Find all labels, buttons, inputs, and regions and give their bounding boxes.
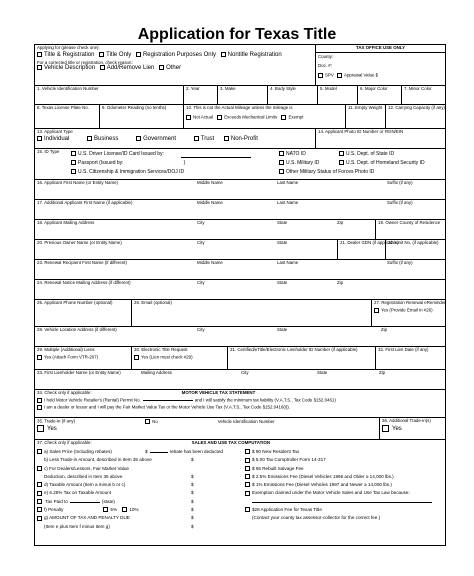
additional-suffix-field[interactable]: Suffix (if any) (387, 200, 413, 205)
renewal-address-row (35, 279, 445, 300)
business-checkbox[interactable] (87, 136, 92, 141)
renewal-state-field[interactable]: State (277, 280, 288, 285)
additional-applicant-row (35, 199, 445, 220)
driver-license-checkbox[interactable] (71, 151, 76, 156)
additional-trade-in-section: 36. Additional Trade-in(s) Yes (379, 418, 445, 440)
passport-checkbox[interactable] (71, 160, 76, 165)
renewal-address-field[interactable]: 24. Renewal Notice Mailing Address (if different) (37, 280, 131, 285)
minor-color-field[interactable]: 7. Minor Color (401, 86, 445, 105)
trade-in-row (35, 417, 445, 440)
spv-label: SPV (325, 72, 334, 78)
ereminder-section: 27. Registration Renewal eReminder Yes (Provide Email in #26) (371, 300, 445, 327)
trust-checkbox[interactable] (194, 136, 199, 141)
applicant-name-row (35, 179, 445, 200)
retailer-permit-checkbox[interactable] (37, 398, 42, 403)
application-fee-checkbox[interactable] (245, 507, 250, 512)
sales-price-checkbox[interactable] (37, 449, 42, 454)
lienholder-row (35, 369, 445, 390)
first-lien-date-field[interactable]: 32. First Lien Date (if any) (375, 347, 445, 370)
appraisal-checkbox[interactable] (337, 73, 342, 78)
applicant-type-row (35, 128, 445, 149)
additional-middle-name-field[interactable]: Middle Name (197, 200, 223, 205)
renewal-recipient-row (35, 259, 445, 280)
id-type-label: 15. ID Type (37, 149, 60, 154)
other-reason-checkbox[interactable] (159, 65, 164, 70)
tax-office-section (315, 45, 445, 85)
mailing-zip-field[interactable]: Zip (337, 220, 344, 225)
nato-id-checkbox[interactable] (279, 151, 284, 156)
individual-checkbox[interactable] (37, 136, 42, 141)
carrying-capacity-field[interactable]: 12. Carrying Capacity (if any) (385, 105, 445, 129)
additional-trade-in-yes-checkbox[interactable] (382, 425, 389, 432)
lienholder-name-field[interactable]: 33. First Lienholder Name (or Entity Name) (37, 370, 121, 375)
comptroller-form-checkbox[interactable] (245, 458, 250, 463)
emissions-fee-old-checkbox[interactable] (245, 474, 250, 479)
applicant-type-section: 13. Applicant Type Individual Business Government Trust Non-Profit (37, 129, 258, 142)
trade-in-yes-checkbox[interactable] (37, 425, 44, 432)
additional-last-name-field[interactable]: Last Name (277, 200, 299, 205)
vehicle-description-checkbox[interactable] (37, 65, 42, 70)
exemption-checkbox[interactable] (245, 491, 250, 496)
tax-statement-row (35, 389, 445, 418)
county-residence-field[interactable]: 19. Owner County of Residence (375, 220, 445, 240)
fair-market-checkbox[interactable] (37, 466, 42, 471)
vehicle-location-state-field[interactable]: State (277, 327, 288, 332)
amount-due-checkbox[interactable] (37, 516, 42, 521)
empty-weight-field[interactable]: 11. Empty Weight (345, 105, 385, 129)
applicant-last-name-field[interactable]: Last Name (277, 180, 299, 185)
title-only-checkbox[interactable] (99, 52, 104, 57)
ereminder-checkbox[interactable] (374, 308, 379, 313)
nontitle-registration-label: Nontitle Registration (227, 51, 282, 58)
body-style-field[interactable]: 4. Body Style (267, 86, 317, 105)
dealer-lessor-checkbox[interactable] (37, 405, 42, 410)
previous-owner-city-field[interactable]: City (197, 240, 205, 245)
previous-owner-row (35, 239, 445, 260)
liens-row (35, 346, 445, 370)
additional-first-name-field[interactable]: 17. Additional Applicant First Name (if applicable) (37, 200, 133, 205)
lienholder-address-field[interactable]: Mailing Address (141, 370, 172, 375)
lienholder-zip-field[interactable]: Zip (379, 370, 386, 375)
corrected-label: For a corrected title or registration, check reason: (37, 59, 133, 65)
applicant-suffix-field[interactable]: Suffix (if any) (387, 180, 413, 185)
vehicle-location-zip-field[interactable]: Zip (381, 327, 388, 332)
mileage-brand-section: 10. This is not the Actual Mileage unless the mileage is Not Actual Exceeds Mechanical Limits Exempt (183, 105, 345, 129)
tax-on-amount-checkbox[interactable] (37, 491, 42, 496)
tax-statement-section: 34. Check only if applicable: MOTOR VEHICLE TAX STATEMENT I hold Motor Vehicle Retailer's (Rental) Permit No. and I will satisfy the minimum tax liability (V.A.T.S., Tax Code §152.0461) I am a dealer or lessor and I will pay the Fair Market Value Tax or the Motor Vehicle Use Tax (V.A.T.S., Tax Code §152.0416(i)). (37, 390, 336, 410)
renewal-first-name-field[interactable]: 23. Renewal Recipient First Name (if different) (37, 260, 127, 265)
government-checkbox[interactable] (136, 136, 141, 141)
make-field[interactable]: 3. Make (217, 86, 267, 105)
form-title: Application for Texas Title (137, 26, 337, 43)
mailing-address-field[interactable]: 18. Applicant Mailing Address (37, 220, 95, 225)
photo-id-field[interactable]: 14. Applicant Photo ID Number or FEIN/EIN (315, 129, 445, 149)
penalty-5-checkbox[interactable] (103, 507, 108, 512)
title-application-form (34, 44, 446, 546)
penalty-10-checkbox[interactable] (122, 507, 127, 512)
tax-paid-checkbox[interactable] (37, 499, 42, 504)
appraisal-label: Appraisal Value $ (344, 72, 379, 78)
military-id-checkbox[interactable] (279, 160, 284, 165)
applicant-middle-name-field[interactable]: Middle Name (197, 180, 223, 185)
taxable-amount-checkbox[interactable] (37, 482, 42, 487)
military-forces-id-checkbox[interactable] (279, 169, 284, 174)
multiple-liens-section: 29. Multiple (Additional) Liens Yes (Attach Form VTR-267) (37, 347, 99, 360)
applying-section (35, 45, 315, 85)
lienholder-id-field[interactable]: 31. Certified/eTitle/Electronic Lienholder ID Number (if applicable) (227, 347, 375, 370)
renewal-city-field[interactable]: City (197, 280, 205, 285)
title-registration-label: Title & Registration (44, 51, 95, 58)
electronic-title-checkbox[interactable] (134, 355, 139, 360)
homeland-security-id-checkbox[interactable] (339, 160, 344, 165)
previous-owner-field[interactable]: 20. Previous Owner Name (or Entity Name) (37, 240, 122, 245)
plate-field[interactable]: 8. Texas License Plate No. (37, 105, 89, 110)
doc-label: Doc. #: (318, 63, 332, 69)
vehicle-row (35, 85, 445, 105)
uscis-checkbox[interactable] (71, 169, 76, 174)
renewal-last-name-field[interactable]: Last Name (277, 260, 299, 265)
applying-label: Applying for (please check one): (37, 45, 100, 50)
vehicle-location-city-field[interactable]: City (197, 327, 205, 332)
odometer-field[interactable]: 9. Odometer Reading (no tenths) (99, 105, 183, 129)
mailing-state-field[interactable]: State (277, 220, 288, 225)
registration-purposes-label: Registration Purposes Only (142, 51, 216, 58)
sales-tax-section: 37. Check only if applicable: SALES AND USE TAX COMPUTATION a) Sales Price (Including rebates) $ rebate has been deducted b) Less Trade-in Amount, described in Item 35 above $ c) For Dealers/Lessors, Fair Market Value Deduction, described in Item 35 above $ d) Taxable Amount (Item a minus b or c) $ e) 6.25% Tax on Taxable Amount $ Tax Paid to (state) $ f) Penalty 5% 10% $ g) AMOUNT OF TAX AND PENALTY DUE $ (Item e plus Item f minus Item g) $ $ 90 New Resident Tax $ 5.00 Tax Comptroller Form 14-317 $ 65 Rebuilt Salvage Fee $ 2.5% Emissions Fee (Diesel Vehicles 1996 and Older ≥ 14,000 lbs.) $ 1% Emissions Fee (Diesel Vehicles 1997 and Newer ≥ 14,000 lbs.) Exemption claimed under the Motor Vehicle Sales and Use Tax Law because: $28 Application Fee for Texas Title (Contact your county tax assessor-collector for the correct fee.) (35, 440, 445, 546)
tax-statement-heading: MOTOR VEHICLE TAX STATEMENT (181, 390, 256, 395)
registration-purposes-checkbox[interactable] (136, 52, 141, 57)
renewal-suffix-field[interactable]: Suffix (if any) (387, 260, 413, 265)
other-reason-label: Other (166, 65, 182, 72)
year-field[interactable]: 2. Year (183, 86, 217, 105)
non-profit-checkbox[interactable] (224, 136, 229, 141)
mailing-address-row (35, 219, 445, 240)
trade-in-no-checkbox[interactable] (145, 419, 150, 424)
unit-no-field[interactable]: 22. Unit No. (if applicable) (385, 240, 445, 260)
county-label: County: (318, 53, 334, 59)
exceeds-limits-checkbox[interactable] (217, 115, 222, 120)
rebuilt-salvage-checkbox[interactable] (245, 466, 250, 471)
penalty-checkbox[interactable] (37, 507, 42, 512)
applicant-first-name-field[interactable]: 16. Applicant First Name (or Entity Name) (37, 180, 119, 185)
title-registration-checkbox[interactable] (37, 52, 42, 57)
plate-row (35, 104, 445, 129)
multiple-liens-checkbox[interactable] (37, 355, 42, 360)
mailing-city-field[interactable]: City (197, 220, 205, 225)
mileage-brand-label: 10. This is not the Actual Mileage unless the mileage is (186, 105, 293, 110)
applying-row (35, 45, 445, 85)
phone-field[interactable]: 25. Applicant Phone Number (optional) (37, 300, 113, 305)
vehicle-description-label: Vehicle Description (44, 65, 96, 72)
sales-tax-heading: SALES AND USE TAX COMPUTATION (191, 440, 271, 445)
sales-tax-row (35, 439, 445, 546)
contact-row (35, 299, 445, 327)
model-field[interactable]: 5. Model (317, 86, 357, 105)
lienholder-state-field[interactable]: State (317, 370, 328, 375)
new-resident-tax-checkbox[interactable] (245, 449, 250, 454)
exempt-checkbox[interactable] (281, 115, 286, 120)
tax-office-header: TAX OFFICE USE ONLY (316, 45, 445, 53)
nontitle-registration-checkbox[interactable] (221, 52, 226, 57)
spv-checkbox[interactable] (318, 73, 323, 78)
vehicle-location-row (35, 326, 445, 347)
electronic-title-section: 30. Electronic Title Request Yes (Lien must check #29) (131, 347, 227, 370)
add-remove-lien-checkbox[interactable] (100, 65, 105, 70)
id-type-section: 15. ID Type U.S. Driver License/ID Card Issued by: Passport (Issued by: ) U.S. Citizenship & Immigration Services/DOJ ID NATO ID U.S. Dept. of State ID U.S. Military ID U.S. Dept. of Homeland Security ID Other Military Status of Forces Photo ID (37, 149, 425, 175)
state-dept-id-checkbox[interactable] (339, 151, 344, 156)
renewal-middle-name-field[interactable]: Middle Name (197, 260, 223, 265)
vehicle-location-field[interactable]: 28. Vehicle Location Address (if different) (37, 327, 117, 332)
vin-field[interactable]: 1. Vehicle Identification Number (37, 86, 99, 91)
previous-owner-state-field[interactable]: State (277, 240, 288, 245)
trade-in-section: 35. Trade-in (if any) No Vehicle Identification Number Yes (37, 418, 275, 433)
emissions-fee-new-checkbox[interactable] (245, 482, 250, 487)
add-remove-lien-label: Add/Remove Lien (106, 65, 155, 72)
email-field[interactable]: 26. Email (optional) (131, 300, 371, 327)
id-type-row (35, 148, 445, 180)
not-actual-checkbox[interactable] (186, 115, 191, 120)
title-only-label: Title Only (106, 51, 132, 58)
major-color-field[interactable]: 6. Major Color (357, 86, 401, 105)
dealer-gdn-field[interactable]: 21. Dealer GDN (if applicable) (337, 240, 385, 260)
renewal-zip-field[interactable]: Zip (337, 280, 344, 285)
lienholder-city-field[interactable]: City (241, 370, 249, 375)
